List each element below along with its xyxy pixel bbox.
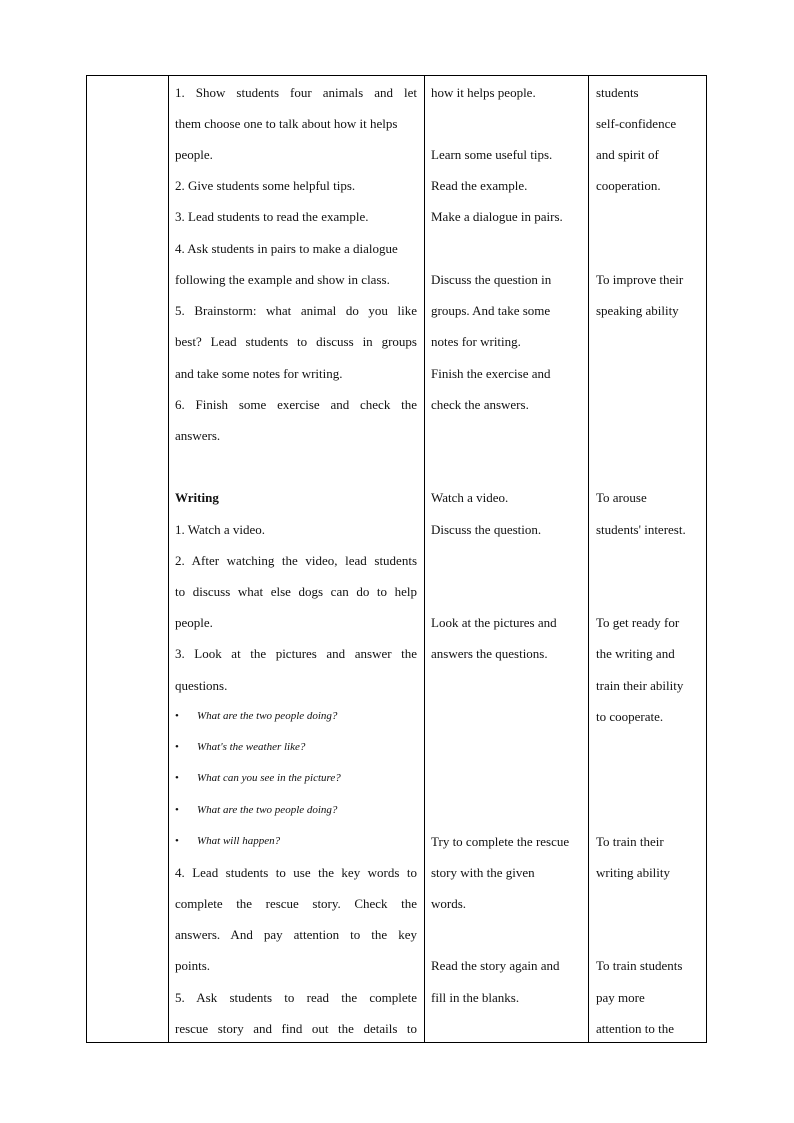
question-item: What are the two people doing? [197,804,338,816]
student-activity-line: fill in the blanks. [431,990,520,1005]
student-activity-line: Watch a video. [431,490,509,505]
student-activity-line: Learn some useful tips. [431,147,553,162]
purpose-line: To get ready for [596,615,680,630]
teacher-step-line: following the example and show in class. [175,272,390,287]
teacher-step-line: rescue story and find out the details to [175,1021,417,1036]
purpose-line: To arouse [596,490,647,505]
teacher-step-line: answers. And pay attention to the key [175,927,417,942]
purpose-line: writing ability [596,865,671,880]
student-activity-line: words. [431,896,467,911]
teacher-step-line: 3. Lead students to read the example. [175,209,369,224]
teacher-step-line: to discuss what else dogs can do to help [175,584,417,599]
question-item: What are the two people doing? [197,710,338,722]
purpose-line: cooperation. [596,178,661,193]
teacher-step-line: 3. Look at the pictures and answer the [175,646,417,661]
purpose-line: To train their [596,834,664,849]
column-divider-3 [588,76,589,1042]
teacher-step-line: and take some notes for writing. [175,366,343,381]
purpose-line: speaking ability [596,303,679,318]
purpose-line: train their ability [596,678,684,693]
student-activity-line: Discuss the question in [431,272,552,287]
purpose-line: the writing and [596,646,675,661]
student-activity-line: check the answers. [431,397,529,412]
purpose-line: attention to the [596,1021,674,1036]
bullet-icon: • [175,710,179,722]
teacher-step-line: 5. Brainstorm: what animal do you like [175,303,417,318]
question-item: What can you see in the picture? [197,772,341,784]
column-divider-1 [168,76,169,1042]
purpose-line: students [596,85,639,100]
question-item: What's the weather like? [197,741,306,753]
teacher-step-line: 1. Watch a video. [175,522,266,537]
purpose-line: and spirit of [596,147,659,162]
student-activity-line: Look at the pictures and [431,615,557,630]
student-activity-line: story with the given [431,865,535,880]
student-activity-line: Make a dialogue in pairs. [431,209,563,224]
teacher-step-line: answers. [175,428,221,443]
bullet-icon: • [175,804,179,816]
student-activity-line: how it helps people. [431,85,536,100]
student-activity-line: groups. And take some [431,303,551,318]
purpose-line: To improve their [596,272,684,287]
bullet-icon: • [175,835,179,847]
teacher-step-line: best? Lead students to discuss in groups [175,334,417,349]
teacher-step-line: 6. Finish some exercise and check the [175,397,417,412]
question-item: What will happen? [197,835,281,847]
column-divider-2 [424,76,425,1042]
purpose-line: to cooperate. [596,709,664,724]
writing-heading: Writing [175,490,219,505]
student-activity-line: Try to complete the rescue [431,834,570,849]
teacher-step-line: 2. Give students some helpful tips. [175,178,356,193]
bullet-icon: • [175,772,179,784]
teacher-step-line: 5. Ask students to read the complete [175,990,417,1005]
student-activity-line: Read the story again and [431,958,560,973]
student-activity-line: Finish the exercise and [431,366,551,381]
purpose-line: To train students [596,958,683,973]
purpose-line: self-confidence [596,116,677,131]
purpose-line: students' interest. [596,522,686,537]
bullet-icon: • [175,741,179,753]
teacher-step-line: 4. Lead students to use the key words to [175,865,417,880]
teacher-step-line: 2. After watching the video, lead students [175,553,417,568]
student-activity-line: Discuss the question. [431,522,542,537]
student-activity-line: notes for writing. [431,334,521,349]
purpose-line: pay more [596,990,645,1005]
teacher-step-line: them choose one to talk about how it helps [175,116,398,131]
teacher-step-line: 1. Show students four animals and let [175,85,417,100]
student-activity-line: Read the example. [431,178,528,193]
student-activity-line: answers the questions. [431,646,548,661]
teacher-step-line: 4. Ask students in pairs to make a dialogue [175,241,398,256]
teacher-step-line: people. [175,615,213,630]
teacher-step-line: questions. [175,678,228,693]
teacher-step-line: complete the rescue story. Check the [175,896,417,911]
teacher-step-line: people. [175,147,213,162]
teacher-step-line: points. [175,958,211,973]
